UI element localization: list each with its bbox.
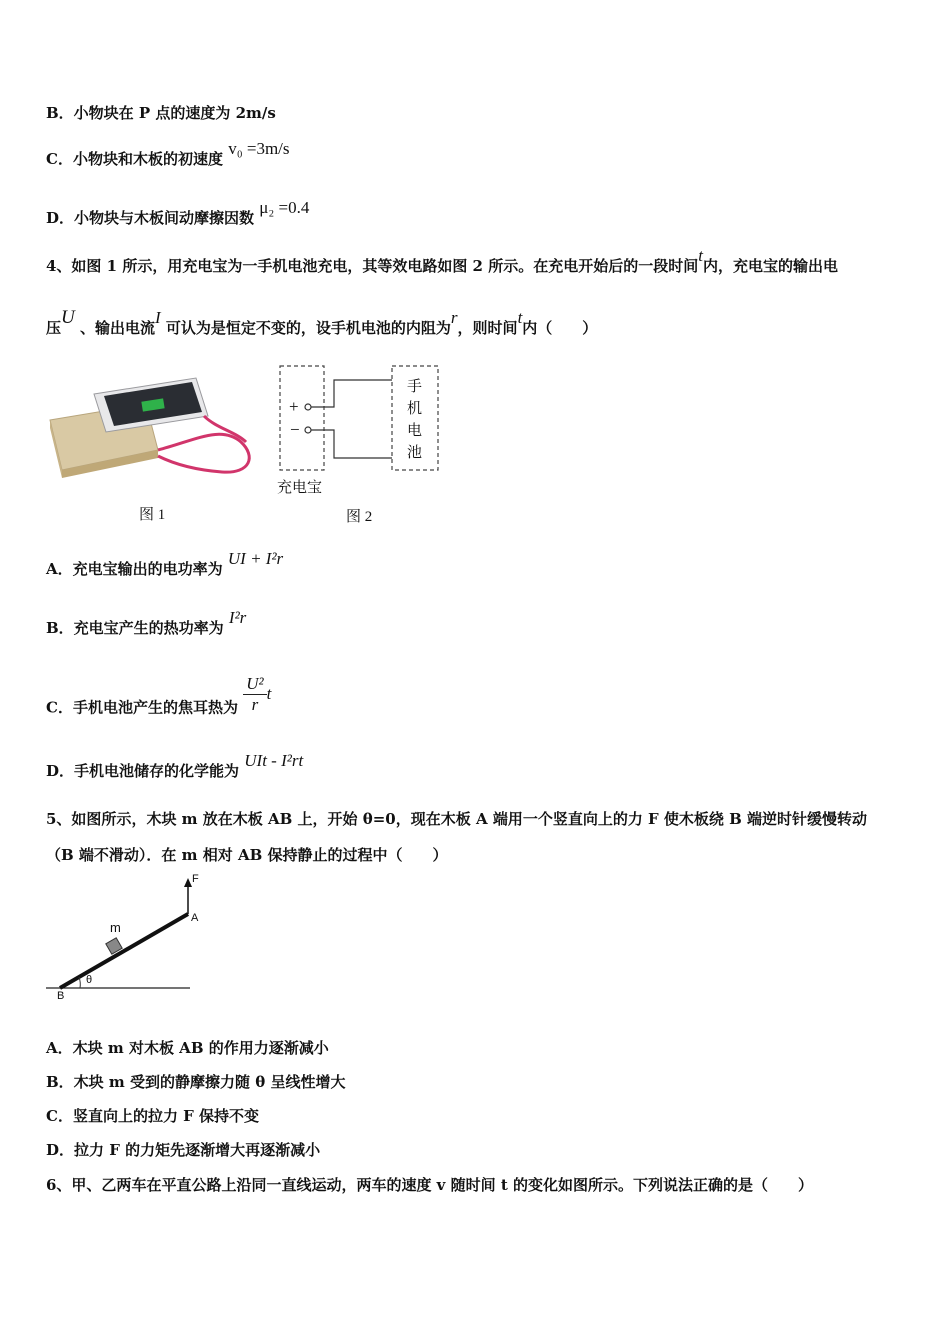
q4-stem-text: 内，充电宝的输出电 xyxy=(702,257,838,275)
q4-var-t: t xyxy=(698,246,703,265)
q4-stem-text: 4、如图 1 所示，用充电宝为一手机电池充电，其等效电路如图 2 所示。在充电开始后的一段时间 xyxy=(46,257,699,275)
q5-incline-figure xyxy=(46,874,206,1004)
figure-1-powerbank-image xyxy=(46,370,266,490)
q3-option-d xyxy=(46,198,310,228)
figure-2-powerbank-label: 充电宝 xyxy=(277,480,323,496)
figure-2-caption: 图 2 xyxy=(346,509,373,525)
q4-stem-text: 压 xyxy=(46,319,62,337)
q4-var-r: r xyxy=(450,308,458,327)
figure-2-label-char: 机 xyxy=(407,401,423,417)
q5-option-c: C．竖直向上的拉力 F 保持不变 xyxy=(46,1107,260,1125)
q4-option-b-formula: I²r xyxy=(228,608,247,627)
q4-option-a xyxy=(46,549,284,579)
q4-option-a-text: A．充电宝输出的电功率为 xyxy=(46,560,223,578)
q5-option-a: A．木块 m 对木板 AB 的作用力逐渐减小 xyxy=(46,1039,329,1057)
figure-2-label-char: 手 xyxy=(407,379,423,395)
q4-option-c-numerator: U² xyxy=(243,674,266,695)
figure-2-label-char: 池 xyxy=(407,445,423,461)
q4-option-c-denominator: r xyxy=(251,695,259,714)
q4-option-c-text: C．手机电池产生的焦耳热为 xyxy=(46,698,238,717)
q5-label-b: B xyxy=(57,990,65,1002)
q5-label-theta: θ xyxy=(86,974,93,986)
q5-stem-line1: 5、如图所示，木块 m 放在木板 AB 上，开始 θ=0，现在木板 A 端用一个竖直向上的力 F 使木板绕 B 端逆时针缓慢转动 xyxy=(46,810,868,828)
q4-option-c-var-t: t xyxy=(266,683,272,703)
q6-stem: 6、甲、乙两车在平直公路上沿同一直线运动，两车的速度 v 随时间 t 的变化如图所示。下列说法正确的是（ ） xyxy=(46,1176,813,1194)
q4-var-t: t xyxy=(517,308,523,327)
q4-option-d-text: D．手机电池储存的化学能为 xyxy=(46,762,240,780)
q5-option-d: D．拉力 F 的力矩先逐渐增大再逐渐减小 xyxy=(46,1141,321,1159)
q4-option-a-formula: UI + I²r xyxy=(227,549,284,568)
q4-stem-line2 xyxy=(46,307,598,339)
q3-option-c-formula: v₀ =3m/s xyxy=(228,139,290,158)
q4-stem-text: 内（ ） xyxy=(522,319,598,337)
q5-label-m: m xyxy=(110,920,121,935)
q4-option-d xyxy=(46,751,304,781)
q4-option-c-fraction xyxy=(243,674,266,715)
q4-stem-text: ，则时间 xyxy=(457,319,518,337)
q5-label-a: A xyxy=(191,912,199,924)
q3-option-b: B．小物块在 P 点的速度为 2m/s xyxy=(46,104,276,122)
q4-var-i: I xyxy=(155,308,161,327)
q4-stem-line1 xyxy=(46,246,838,276)
q3-option-c xyxy=(46,139,290,169)
figure-2-label-char: 电 xyxy=(407,423,423,439)
q3-option-d-text: D．小物块与木板间动摩擦因数 xyxy=(46,209,255,227)
q4-stem-text: 可认为是恒定不变的，设手机电池的内阻为 xyxy=(165,319,451,337)
q4-option-b-text: B．充电宝产生的热功率为 xyxy=(46,619,224,637)
figure-1-caption: 图 1 xyxy=(139,507,166,523)
q3-option-c-text: C．小物块和木板的初速度 xyxy=(46,150,223,168)
figure-2-plus-sign: + xyxy=(289,397,299,416)
q5-label-f: F xyxy=(192,873,199,885)
q5-stem-line2: （B 端不滑动）．在 m 相对 AB 保持静止的过程中（ ） xyxy=(46,846,448,864)
q4-option-b xyxy=(46,608,247,638)
figure-2-minus-sign: − xyxy=(290,420,300,439)
figure-2-phone-battery-label xyxy=(407,376,427,464)
q4-option-c xyxy=(46,674,272,729)
q4-option-d-formula: UIt - I²rt xyxy=(244,751,304,770)
q4-stem-text: 、输出电流 xyxy=(79,319,155,337)
q3-option-d-formula: μ₂ =0.4 xyxy=(259,198,310,217)
q4-var-u: U xyxy=(61,307,75,328)
q5-option-b: B．木块 m 受到的静摩擦力随 θ 呈线性增大 xyxy=(46,1073,346,1091)
